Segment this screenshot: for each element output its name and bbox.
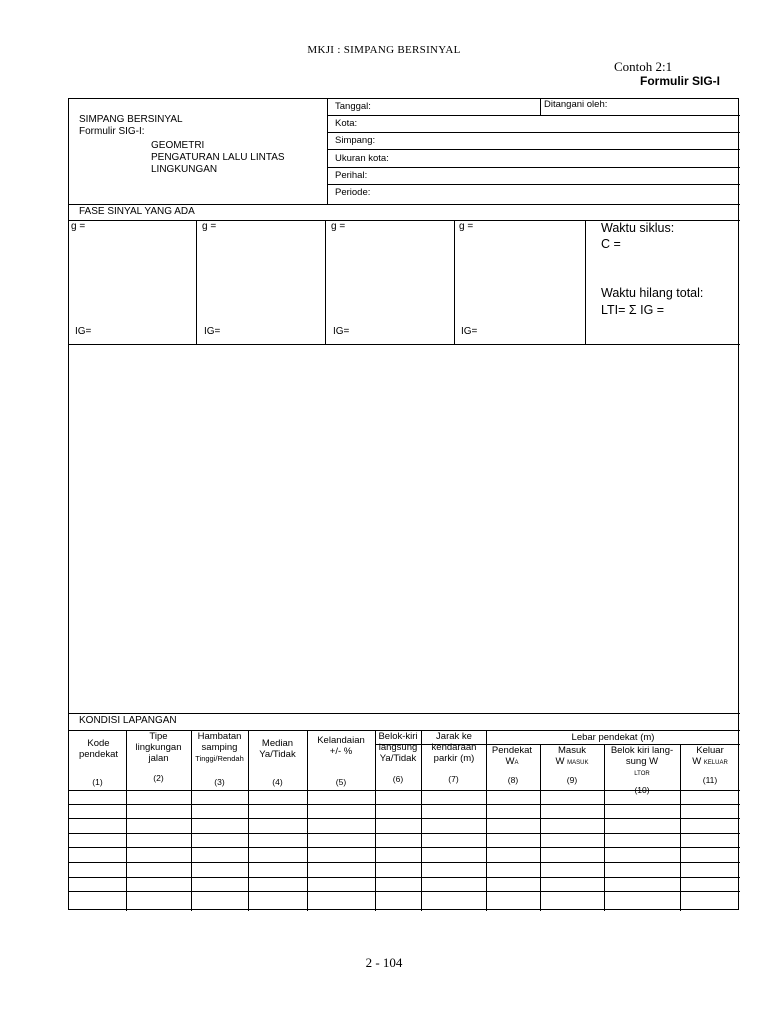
cycle-time-c: C = <box>601 237 621 251</box>
field-ukuran-kota: Ukuran kota: <box>335 153 389 164</box>
col-num: (11) <box>702 775 718 785</box>
col-median: Median Ya/Tidak <box>259 738 296 760</box>
col-num: (9) <box>566 775 578 785</box>
col-num: (10) <box>634 785 650 795</box>
form-label: Formulir SIG-I <box>640 74 721 88</box>
col-num: (2) <box>153 773 164 783</box>
phase-2-g: g = <box>202 221 217 232</box>
lebar-pendekat-header: Lebar pendekat (m) <box>571 732 655 743</box>
field-simpang: Simpang: <box>335 135 376 146</box>
col-hambatan-samping <box>191 731 248 764</box>
col-keluar: Keluar W KELUAR <box>692 745 728 767</box>
col-belok-kiri-ltor: Belok kiri lang- sung W LTOR <box>610 745 674 777</box>
info-title: SIMPANG BERSINYAL <box>79 114 183 125</box>
form-frame <box>68 98 739 910</box>
lost-time-lti: LTI= Σ IG = <box>601 303 665 317</box>
table-row <box>69 877 740 878</box>
col-belok-kiri-langsung: Belok-kiri langsung Ya/Tidak <box>378 731 418 764</box>
table-row <box>69 804 740 805</box>
table-row <box>69 862 740 863</box>
col-num: (8) <box>507 775 519 785</box>
cycle-time-label: Waktu siklus: <box>601 221 675 235</box>
info-item: LINGKUNGAN <box>151 164 218 175</box>
example-label: Contoh 2:1 <box>614 59 673 74</box>
info-item: GEOMETRI <box>151 140 205 151</box>
field-kota: Kota: <box>335 118 358 129</box>
col-hambatan-sub: Tinggi/Rendah <box>195 754 244 763</box>
col-kelandaian: Kelandaian +/- % <box>317 735 365 757</box>
table-row <box>69 833 740 834</box>
table-row <box>69 847 740 848</box>
fase-title: FASE SINYAL YANG ADA <box>79 206 195 217</box>
document-title: MKJI : SIMPANG BERSINYAL <box>307 44 461 56</box>
col-hambatan-label: Hambatan samping <box>197 731 242 753</box>
table-row <box>69 891 740 892</box>
col-kode-pendekat: Kode pendekat <box>78 738 119 760</box>
phase-4-ig: IG= <box>461 326 478 337</box>
phase-2-ig: IG= <box>204 326 221 337</box>
table-row <box>69 818 740 819</box>
col-num: (6) <box>392 774 404 784</box>
table-row <box>69 790 740 791</box>
page-number: 2 - 104 <box>365 955 403 970</box>
phase-4-g: g = <box>459 221 474 232</box>
col-masuk: Masuk W MASUK <box>555 745 589 767</box>
col-num: (4) <box>272 777 283 787</box>
col-num: (1) <box>92 777 103 787</box>
phase-3-g: g = <box>331 221 346 232</box>
col-num: (3) <box>214 777 225 787</box>
field-ditangani: Ditangani oleh: <box>544 99 608 110</box>
col-num: (5) <box>335 777 347 787</box>
info-item: PENGATURAN LALU LINTAS <box>151 152 285 163</box>
col-tipe-lingkungan: Tipe lingkungan jalan <box>135 731 182 764</box>
col-pendekat: Pendekat WA <box>491 745 533 767</box>
field-periode: Periode: <box>335 187 371 198</box>
field-perihal: Perihal: <box>335 170 368 181</box>
field-tanggal: Tanggal: <box>335 101 371 112</box>
lost-time-label: Waktu hilang total: <box>601 286 704 300</box>
phase-1-ig: IG= <box>75 326 92 337</box>
info-subtitle: Formulir SIG-I: <box>79 126 145 137</box>
phase-3-ig: IG= <box>333 326 350 337</box>
phase-1-g: g = <box>71 221 86 232</box>
kondisi-title: KONDISI LAPANGAN <box>79 715 177 726</box>
col-jarak-parkir: Jarak ke kendaraan parkir (m) <box>431 731 477 764</box>
col-num: (7) <box>448 774 459 784</box>
